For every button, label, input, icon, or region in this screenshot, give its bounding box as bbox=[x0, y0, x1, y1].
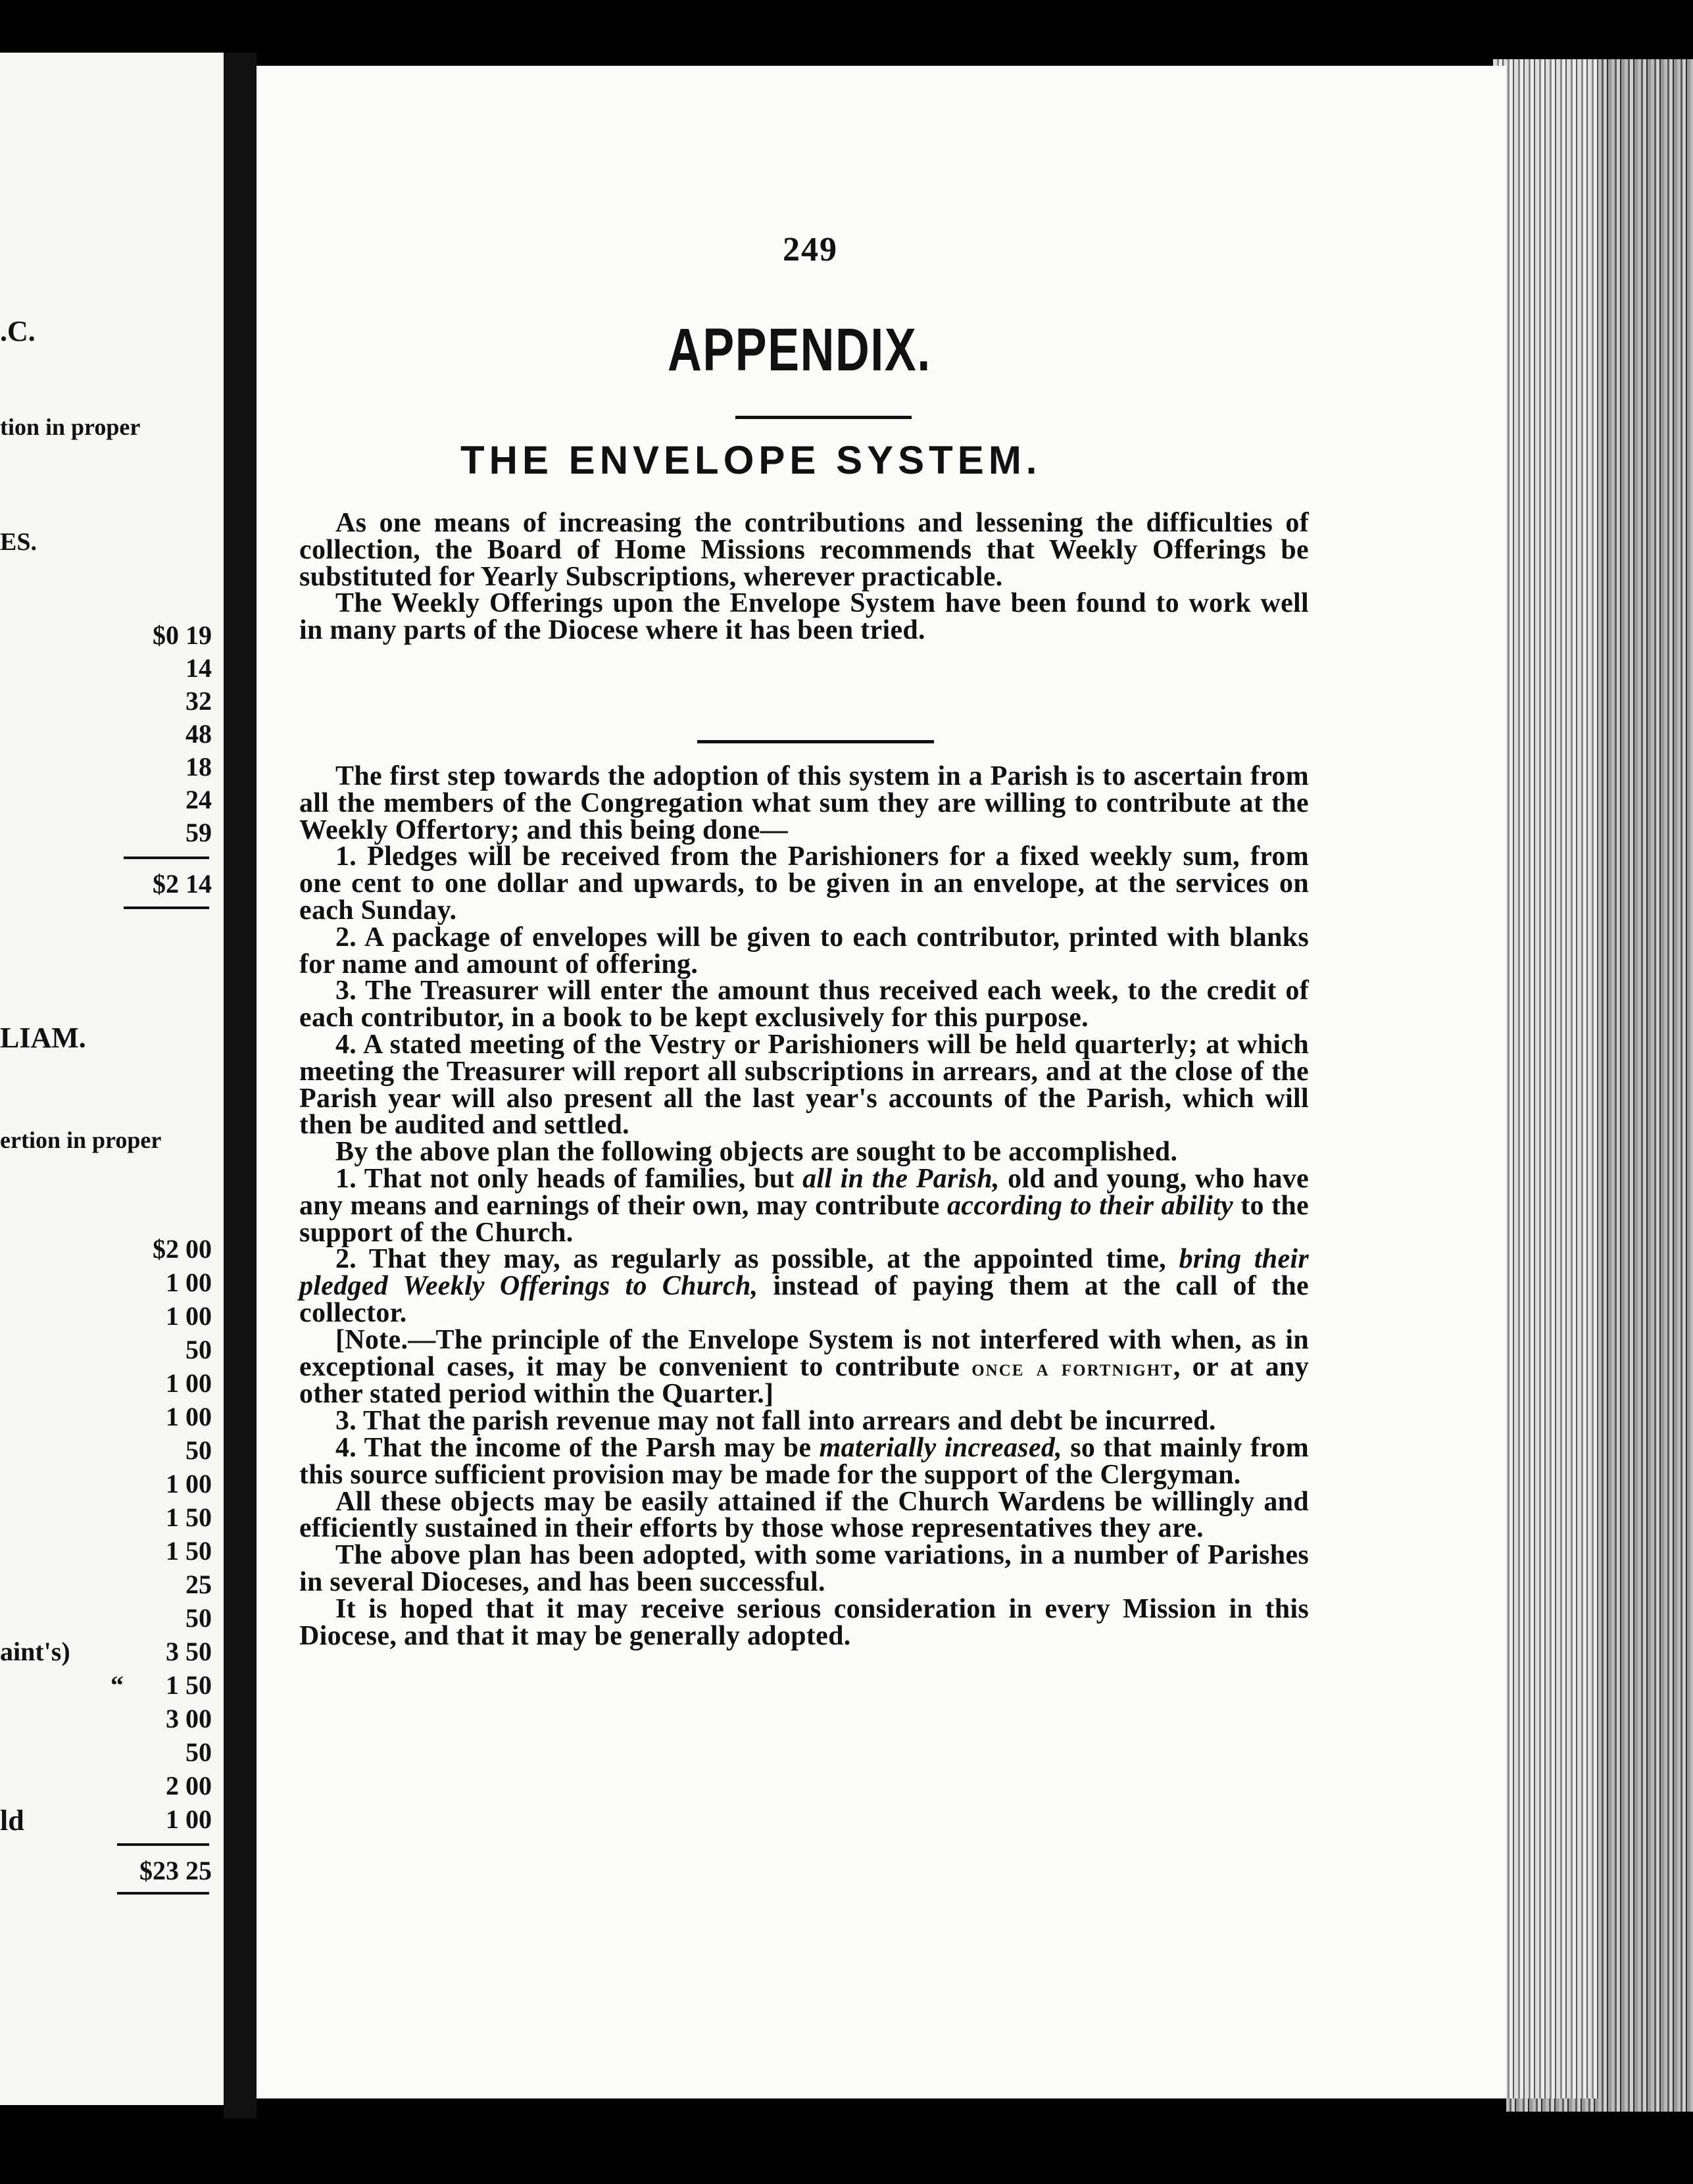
amount: 59 bbox=[185, 818, 212, 847]
amount: $0 19 bbox=[153, 620, 212, 650]
amount: 1 00 bbox=[166, 1301, 212, 1331]
paragraph: The Weekly Offerings upon the Envelope System have been found to work well in many parts of the Diocese where it has been tried. bbox=[299, 588, 1309, 646]
amount: 1 00 bbox=[166, 1268, 212, 1297]
amount: 50 bbox=[185, 1603, 212, 1633]
paragraph: It is hoped that it may receive serious consideration in every Mission in this Diocese, and that it may be generally adopted. bbox=[299, 1593, 1309, 1651]
amount: 50 bbox=[185, 1335, 212, 1364]
paragraph: The above plan has been adopted, with some variations, in a number of Parishes in several Dioceses, and has been successful. bbox=[299, 1540, 1309, 1597]
step-item: 1. Pledges will be received from the Parishioners for a fixed weekly sum, from one cent to one dollar and upwards, to be given in an envelope, at the services on each Sunday. bbox=[299, 841, 1309, 926]
amount: 25 bbox=[185, 1570, 212, 1599]
main-block bbox=[299, 763, 1309, 1649]
fragment-text: .C. bbox=[0, 315, 36, 347]
amount: 1 00 bbox=[166, 1469, 212, 1499]
amount: 50 bbox=[185, 1737, 212, 1767]
fragment-text: tion in proper bbox=[0, 414, 141, 440]
page-edges-inner bbox=[1493, 59, 1598, 2098]
amount: 2 00 bbox=[166, 1771, 212, 1800]
amount: 18 bbox=[185, 752, 212, 782]
sum-rule bbox=[117, 1892, 209, 1895]
note: [Note.—The principle of the Envelope System is not interfered with when, as in exceptional cases, it may be convenient to contribute once a fortnight, or at any other stated period within the Quarter.] bbox=[299, 1324, 1309, 1410]
amount: 1 50 bbox=[166, 1670, 212, 1700]
intro-block bbox=[299, 510, 1309, 644]
object-item: 2. That they may, as regularly as possible, at the appointed time, bring their pledged Weekly Offerings to Church, instead of paying them at the call of the collector. bbox=[299, 1244, 1310, 1328]
total-amount: $2 14 bbox=[153, 869, 212, 899]
amount: 1 50 bbox=[166, 1536, 212, 1566]
amount: 14 bbox=[185, 653, 212, 683]
amount: $2 00 bbox=[153, 1234, 212, 1264]
amount: 3 00 bbox=[166, 1704, 212, 1733]
paragraph: The first step towards the adoption of this system in a Parish is to ascertain from all the members of the Congregation what sum they are willing to contribute at the Weekly Offertory; and this being done— bbox=[299, 761, 1309, 845]
fragment-text: ertion in proper bbox=[0, 1127, 162, 1153]
page-number: 249 bbox=[783, 231, 838, 268]
amount: 48 bbox=[185, 719, 212, 749]
amount: 1 00 bbox=[166, 1402, 212, 1431]
sum-rule bbox=[124, 906, 209, 909]
page-heading: APPENDIX. bbox=[668, 316, 931, 384]
amount: 50 bbox=[185, 1435, 212, 1465]
step-item: 3. The Treasurer will enter the amount thus received each week, to the credit of each contributor, in a book to be kept exclusively for this purpose. bbox=[299, 976, 1309, 1033]
amount: 32 bbox=[185, 686, 212, 716]
paragraph: By the above plan the following objects are sought to be accomplished. bbox=[335, 1137, 1178, 1168]
fragment-text: ES. bbox=[0, 528, 37, 556]
amount: 24 bbox=[185, 785, 212, 814]
amount: 3 50 bbox=[166, 1637, 212, 1666]
section-rule bbox=[697, 740, 934, 743]
fragment-text: ld bbox=[0, 1804, 24, 1837]
section-title: THE ENVELOPE SYSTEM. bbox=[460, 438, 1042, 482]
step-item: 4. A stated meeting of the Vestry or Parishioners will be held quarterly; at which meeting the Treasurer will report all subscriptions in arrears, and at the close of the Parish year will also present all the last year's accounts of the Parish, which will then be audited and settled. bbox=[299, 1029, 1309, 1141]
amount: 1 00 bbox=[166, 1804, 212, 1834]
object-item: 1. That not only heads of families, but all in the Parish, old and young, who have any means and earnings of their own, may contribute according to their ability to the support of the Church. bbox=[299, 1163, 1309, 1248]
fragment-text: “ bbox=[110, 1670, 124, 1700]
object-item: 4. That the income of the Parsh may be materially increased, so that mainly from this source sufficient provision may be made for the support of the Clergyman. bbox=[299, 1432, 1310, 1490]
previous-page-fragment bbox=[0, 53, 224, 2105]
step-item: 2. A package of envelopes will be given to each contributor, printed with blanks for name and amount of offering. bbox=[299, 922, 1309, 980]
sum-rule bbox=[117, 1843, 209, 1846]
amount: 1 50 bbox=[166, 1502, 212, 1532]
heading-rule bbox=[735, 416, 912, 419]
fragment-text: LIAM. bbox=[0, 1022, 86, 1054]
total-amount: $23 25 bbox=[139, 1856, 212, 1885]
paragraph: All these objects may be easily attained if the Church Wardens be willingly and efficiently sustained in their efforts by those whose representatives they are. bbox=[299, 1486, 1309, 1544]
fragment-text: aint's) bbox=[0, 1637, 70, 1666]
object-item: 3. That the parish revenue may not fall into arrears and debt be incurred. bbox=[335, 1406, 1216, 1437]
book-gutter bbox=[224, 53, 257, 2118]
paragraph: As one means of increasing the contributions and lessening the difficulties of collection, the Board of Home Missions recommends that Weekly Offerings be substituted for Yearly Subscriptions, wherever practicable. bbox=[299, 508, 1309, 592]
amount: 1 00 bbox=[166, 1368, 212, 1398]
sum-rule bbox=[124, 856, 209, 859]
